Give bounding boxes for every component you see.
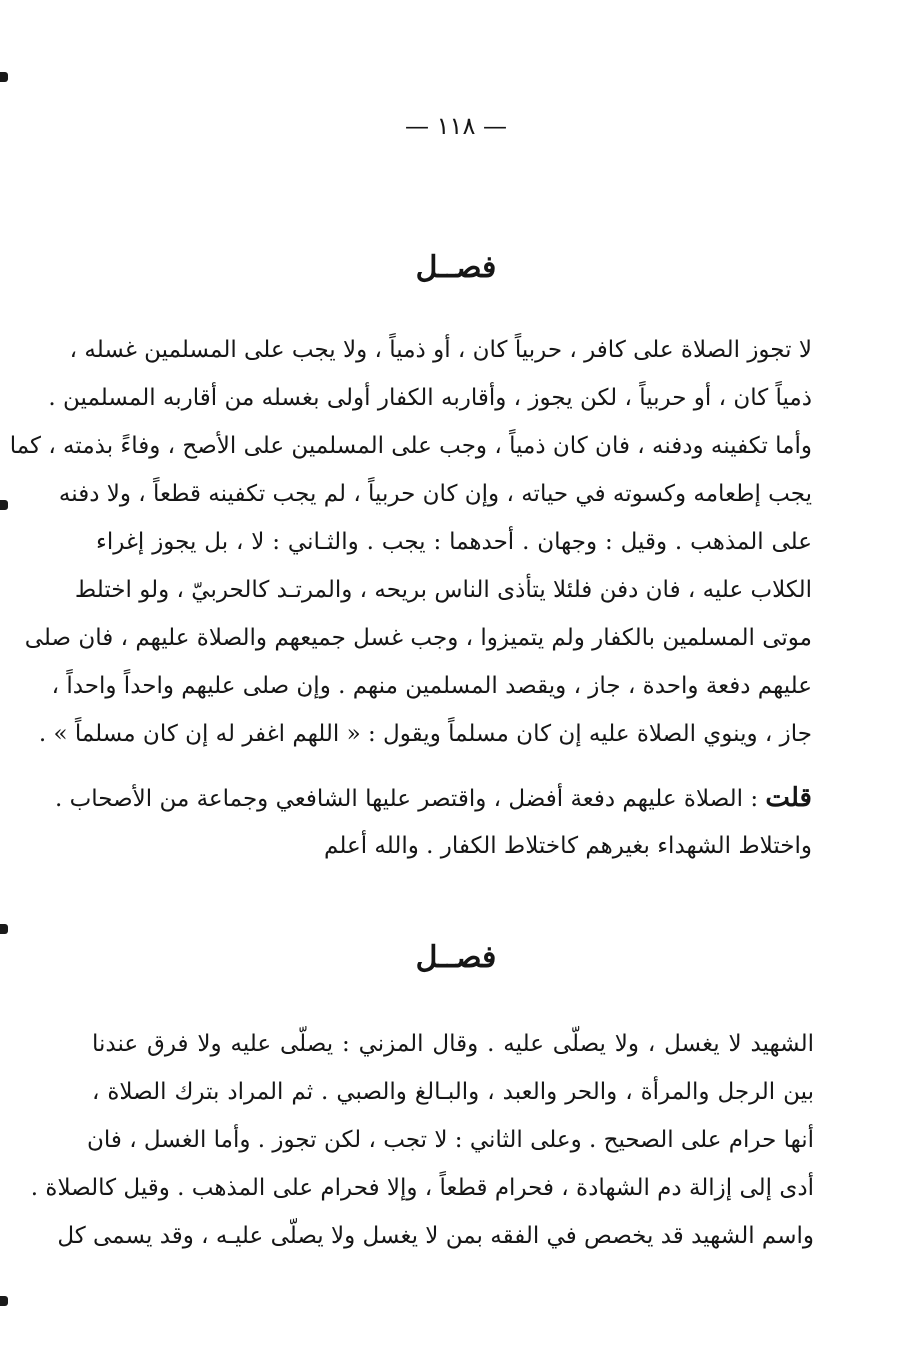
scan-edge-mark [0, 72, 8, 82]
text-line: موتى المسلمين بالكفار ولم يتميزوا ، وجب غسل جميعهم والصلاة عليهم ، فان صلى [24, 625, 812, 651]
text-span: : الصلاة عليهم دفعة أفضل ، واقتصر عليها الشافعي وجماعة من الأصحاب . [54, 786, 766, 812]
section-heading: فصــل [415, 940, 497, 975]
paragraph [9, 326, 812, 758]
text-line: يجب إطعامه وكسوته في حياته ، وإن كان حربياً ، لم يجب تكفينه قطعاً ، ولا دفنه [58, 481, 812, 507]
text-line: لا تجوز الصلاة على كافر ، حربياً كان ، أو ذمياً ، ولا يجب على المسلمين غسله ، [69, 337, 812, 363]
text-line: الكلاب عليه ، فان دفن فلئلا يتأذى الناس بريحه ، والمرتـد كالحربيّ ، ولو اختلط [74, 577, 812, 603]
paragraph [30, 1020, 814, 1260]
text-line: أنها حرام على الصحيح . وعلى الثاني : لا تجب ، لكن تجوز . وأما الغسل ، فان [86, 1127, 814, 1153]
scan-edge-mark [0, 924, 8, 934]
section-heading: فصــل [415, 250, 497, 285]
scan-edge-mark [0, 1296, 8, 1306]
text-line: جاز ، وينوي الصلاة عليه إن كان مسلماً ويقول : « اللهم اغفر له إن كان مسلماً » . [38, 721, 812, 747]
text-line: على المذهب . وقيل : وجهان . أحدهما : يجب . والثـاني : لا ، بل يجوز إغراء [96, 529, 812, 555]
text-line: وأما تكفينه ودفنه ، فان كان ذمياً ، وجب على المسلمين على الأصح ، وفاءً بذمته ، كما [9, 433, 812, 459]
text-line: ذمياً كان ، أو حربياً ، لكن يجوز ، وأقاربه الكفار أولى بغسله من أقاربه المسلمين . [48, 385, 812, 411]
qult-label: قلت [765, 783, 812, 813]
text-line [54, 774, 812, 822]
text-line: بين الرجل والمرأة ، والحر والعبد ، والبـالغ والصبي . ثم المراد بترك الصلاة ، [92, 1079, 814, 1105]
text-line: واختلاط الشهداء بغيرهم كاختلاط الكفار . والله أعلم [324, 833, 812, 859]
qult-paragraph [54, 774, 812, 870]
text-line: الشهيد لا يغسل ، ولا يصلّى عليه . وقال المزني : يصلّى عليه ولا فرق عندنا [92, 1031, 814, 1057]
text-line: أدى إلى إزالة دم الشهادة ، فحرام قطعاً ، وإلا فحرام على المذهب . وقيل كالصلاة . [30, 1175, 814, 1201]
text-line: عليهم دفعة واحدة ، جاز ، ويقصد المسلمين منهم . وإن صلى عليهم واحداً واحداً ، [51, 673, 812, 699]
text-line: واسم الشهيد قد يخصص في الفقه بمن لا يغسل ولا يصلّى عليـه ، وقد يسمى كل [57, 1223, 814, 1249]
page-number: — ١١٨ — [405, 112, 507, 140]
scan-edge-mark [0, 500, 8, 510]
